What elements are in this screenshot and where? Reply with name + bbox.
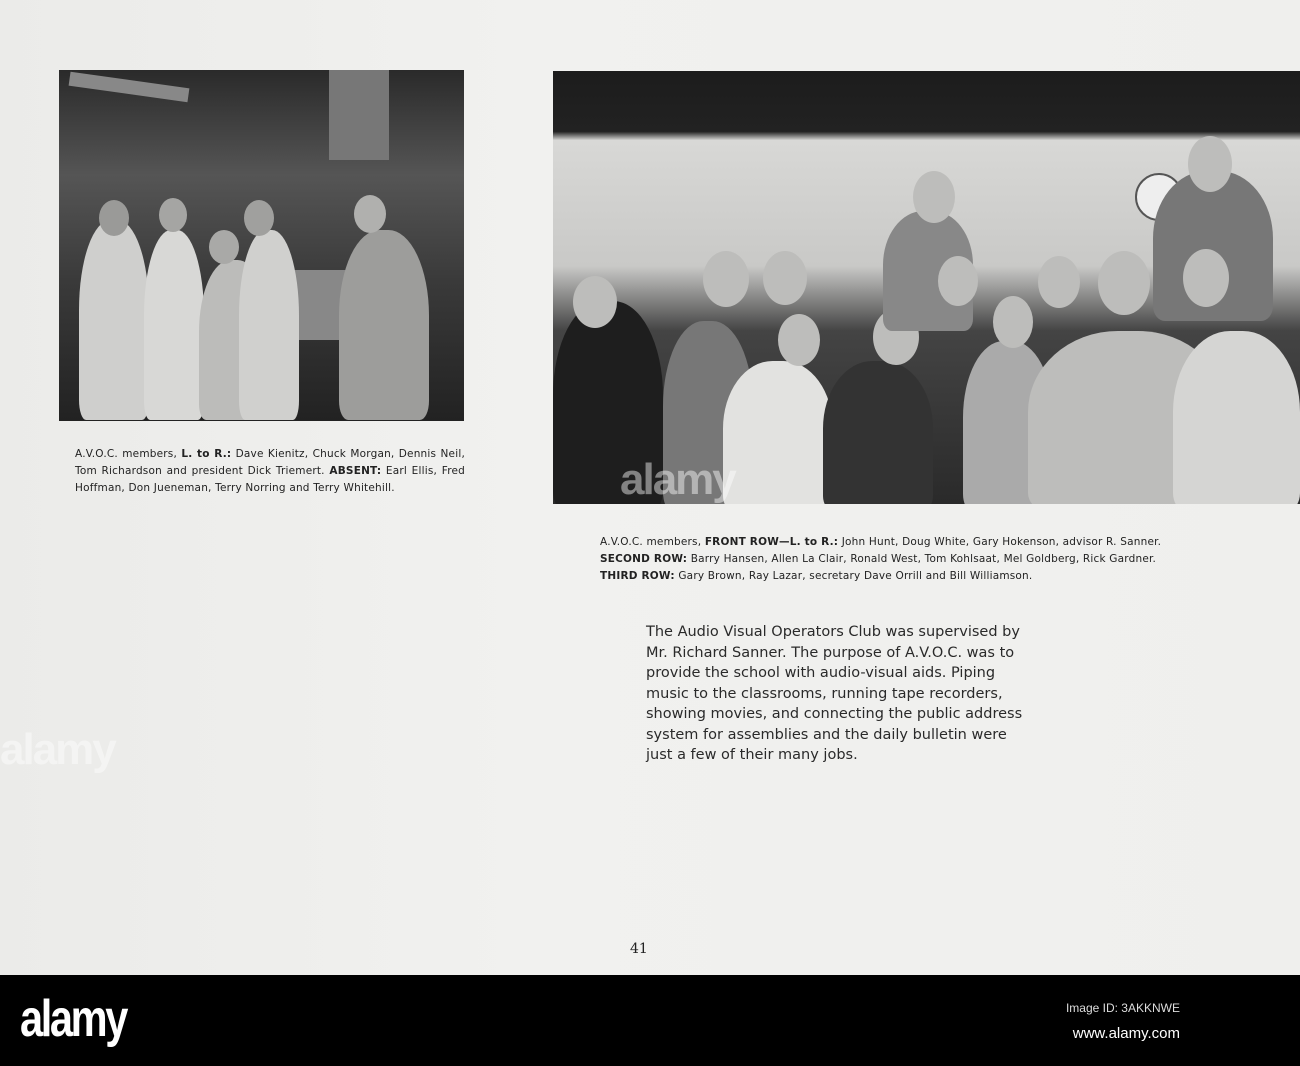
alamy-logo: alamy (20, 990, 126, 1048)
caption-label: L. to R.: (181, 448, 232, 460)
caption-absent-names: Earl Ellis, Fred Hoffman, Don Jueneman, Terry Norring and Terry Whitehill. (75, 465, 466, 494)
caption-label: SECOND ROW: (600, 553, 688, 565)
caption-row-front (600, 534, 1245, 551)
caption-row-third (600, 568, 1245, 585)
watermark-overlay: alamy (0, 725, 115, 774)
caption-label-absent: ABSENT: (329, 465, 382, 477)
site-url: www.alamy.com (1072, 1025, 1180, 1042)
caption-label: THIRD ROW: (600, 570, 675, 582)
caption-right-photo (600, 534, 1245, 585)
caption-names: John Hunt, Doug White, Gary Hokenson, advisor R. Sanner. (841, 536, 1162, 548)
caption-lead: A.V.O.C. members, (75, 448, 178, 460)
caption-lead: A.V.O.C. members, (600, 536, 702, 548)
caption-left-photo (75, 446, 465, 497)
caption-names: Gary Brown, Ray Lazar, secretary Dave Orrill and Bill Williamson. (678, 570, 1033, 582)
watermark-footer (0, 975, 1300, 1066)
caption-row-second (600, 551, 1245, 568)
page-number: 41 (630, 941, 648, 957)
watermark-overlay: alamy (620, 455, 735, 504)
caption-names: Dave Kienitz, Chuck Morgan, Dennis Neil, Tom Richardson and president Dick Triemert. (75, 448, 465, 477)
image-id: Image ID: 3AKKNWE (1065, 1001, 1180, 1015)
caption-names: Barry Hansen, Allen La Clair, Ronald West, Tom Kohlsaat, Mel Goldberg, Rick Gardner. (690, 553, 1157, 565)
club-description: The Audio Visual Operators Club was supervised by Mr. Richard Sanner. The purpose of A.V.O.C. was to provide the school with audio-visual aids. Piping music to the classrooms, running tape recorders, showing movies, and connecting the public address system for assemblies and the daily bulletin were just a few of their many jobs. (646, 624, 1023, 763)
photo-avoc-members-projector (59, 70, 464, 421)
photo-avoc-group (553, 71, 1300, 504)
caption-label: FRONT ROW—L. to R.: (704, 536, 839, 548)
